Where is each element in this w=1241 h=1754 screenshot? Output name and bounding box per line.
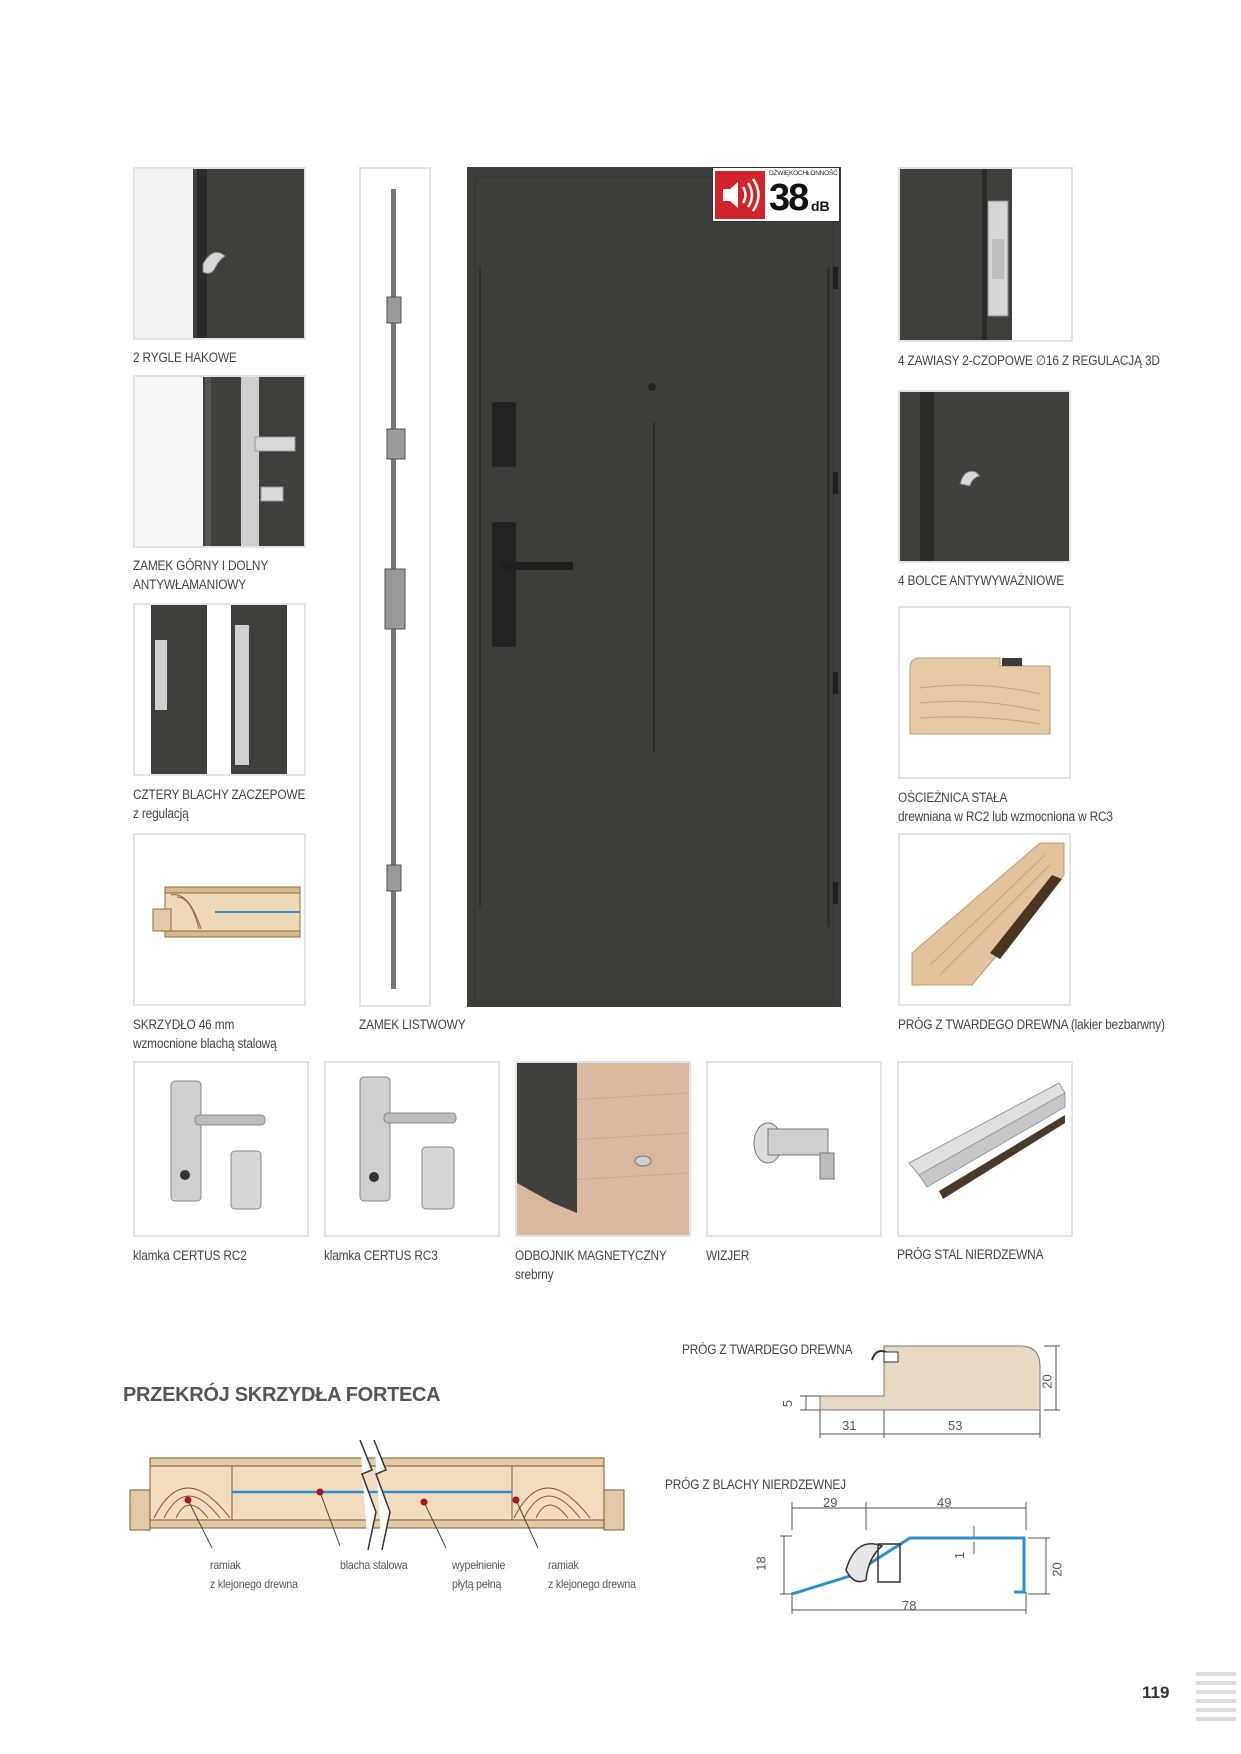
badge-label: DŹWIĘKOCHŁONNOŚĆ	[769, 170, 838, 177]
label-blacha: blacha stalowa	[340, 1558, 408, 1572]
photo-prog-drewno	[898, 833, 1071, 1006]
caption-odbojnik: ODBOJNIK MAGNETYCZNY srebrny	[515, 1248, 667, 1282]
profile-steel-title: PRÓG Z BLACHY NIERDZEWNEJ	[665, 1477, 846, 1492]
caption-prog-drewno: PRÓG Z TWARDEGO DREWNA (lakier bezbarwny)	[898, 1017, 1165, 1032]
label-ramiak-left: ramiak z klejonego drewna	[210, 1558, 298, 1591]
photo-zamek-gorny-dolny	[133, 375, 306, 548]
photo-blachy-zaczepowe	[133, 603, 306, 776]
page-stripes-decoration	[1196, 1672, 1241, 1722]
badge-speaker-icon	[715, 171, 765, 219]
dim-steel-18: 18	[753, 1556, 769, 1571]
profile-wood-title: PRÓG Z TWARDEGO DREWNA	[682, 1342, 853, 1357]
caption-prog-stal: PRÓG STAL NIERDZEWNA	[897, 1247, 1044, 1262]
caption-zawiasy: 4 ZAWIASY 2-CZOPOWE ∅16 Z REGULACJĄ 3D	[898, 353, 1160, 368]
page-number: 119	[1142, 1683, 1170, 1702]
label-wypelnienie: wypełnienie płytą pełną	[452, 1558, 506, 1591]
caption-listwowy: ZAMEK LISTWOWY	[359, 1017, 466, 1032]
dim-steel-20: 20	[1049, 1562, 1065, 1577]
badge-value: 38	[769, 177, 808, 219]
dim-steel-49: 49	[937, 1495, 952, 1510]
dim-wood-53: 53	[948, 1418, 963, 1433]
photo-zamek-listwowy	[359, 167, 431, 1007]
caption-rc2: klamka CERTUS RC2	[133, 1248, 247, 1263]
photo-oscieznica	[898, 606, 1071, 779]
photo-zawiasy	[898, 167, 1073, 342]
badge-unit: dB	[811, 198, 830, 214]
label-ramiak-right: ramiak z klejonego drewna	[548, 1558, 636, 1591]
dim-steel-78: 78	[902, 1598, 917, 1613]
dim-wood-20: 20	[1039, 1374, 1055, 1389]
photo-odbojnik	[515, 1061, 691, 1237]
caption-blachy: CZTERY BLACHY ZACZEPOWE z regulacją	[133, 787, 306, 821]
photo-wizjer	[706, 1061, 882, 1237]
dim-steel-29: 29	[823, 1495, 838, 1510]
caption-wizjer: WIZJER	[706, 1248, 750, 1263]
caption-oscieznica: OŚCIEŻNICA STAŁA drewniana w RC2 lub wzmocniona w RC3	[898, 790, 1113, 824]
dim-wood-5: 5	[780, 1399, 796, 1408]
photo-prog-stal	[897, 1061, 1073, 1237]
caption-rc3: klamka CERTUS RC3	[324, 1248, 438, 1263]
photo-klamka-rc3	[324, 1061, 500, 1237]
profile-wood-drawing	[780, 1338, 1070, 1448]
sound-insulation-badge	[712, 167, 840, 222]
door-image	[467, 167, 841, 1007]
photo-skrzydlo-przekroj	[133, 833, 306, 1006]
caption-rygle: 2 RYGLE HAKOWE	[133, 350, 237, 365]
door-section-diagram	[128, 1440, 628, 1550]
profile-steel-drawing	[760, 1496, 1080, 1626]
photo-klamka-rc2	[133, 1061, 309, 1237]
photo-bolce	[898, 390, 1071, 563]
caption-bolce: 4 BOLCE ANTYWYWAŻNIOWE	[898, 573, 1064, 588]
caption-skrzydlo: SKRZYDŁO 46 mm wzmocnione blachą stalową	[133, 1017, 277, 1051]
photo-rygle-hakowe	[133, 167, 306, 340]
dim-wood-31: 31	[842, 1418, 857, 1433]
section-title: PRZEKRÓJ SKRZYDŁA FORTECA	[123, 1384, 441, 1406]
caption-zamek: ZAMEK GÓRNY I DOLNY ANTYWŁAMANIOWY	[133, 558, 269, 592]
dim-steel-1: 1	[952, 1551, 968, 1560]
